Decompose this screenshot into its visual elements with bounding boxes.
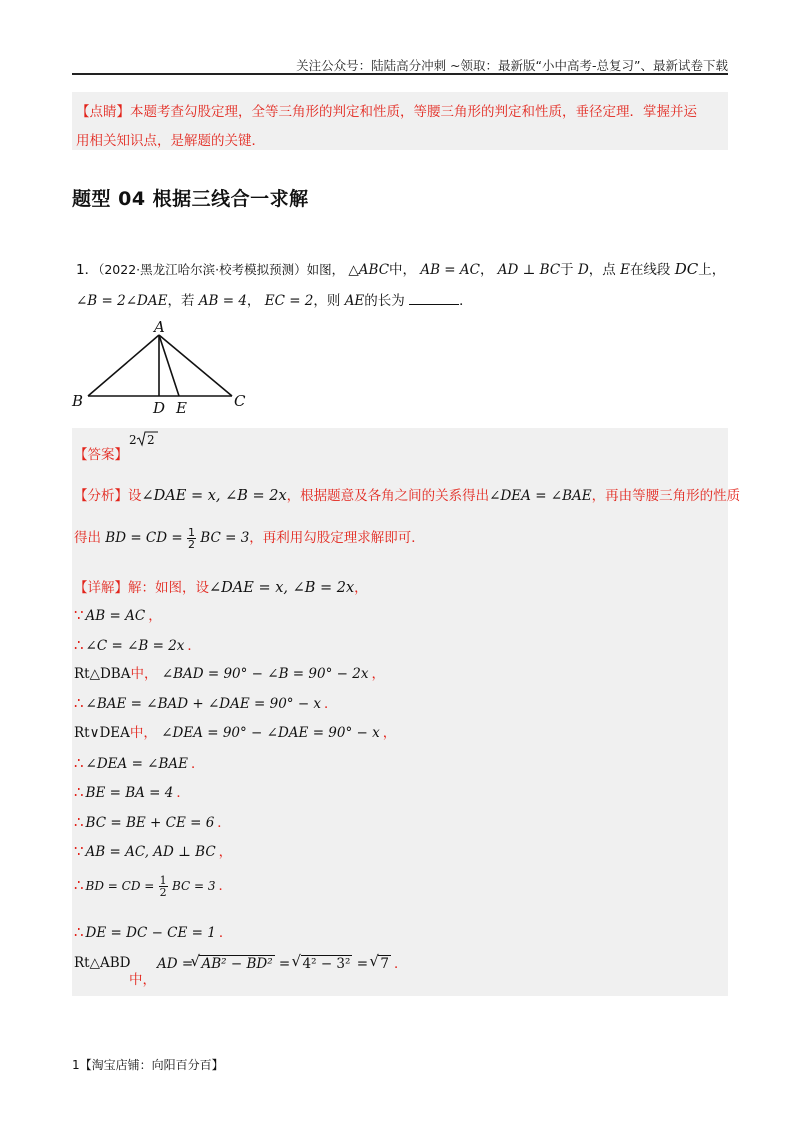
d-math: ∠BAE = ∠BAD + ∠DAE = 90° − x: [85, 696, 322, 712]
detail-tag: 【详解】: [74, 580, 128, 596]
q-ec-2: EC = 2: [264, 293, 314, 309]
d-math: DE = DC − CE = 1: [85, 925, 216, 941]
q-text: ，若: [167, 293, 195, 309]
a-text: 得出: [74, 530, 101, 546]
q-ab-ac: AB = AC: [420, 262, 480, 278]
a-text: ，根据题意及各角之间的关系得出: [286, 488, 490, 504]
d-math: Rt∨DEA: [74, 725, 130, 741]
label-d: D: [153, 399, 166, 417]
therefore-symbol: ∴: [74, 876, 84, 894]
d-math: AB = AC, AD ⊥ BC: [85, 844, 216, 860]
analysis-tag: 【分析】: [74, 488, 128, 504]
d-math: 7: [380, 956, 389, 972]
d-punct: ，: [148, 608, 162, 624]
q-ae: AE: [344, 293, 365, 309]
d-punct: ．: [187, 638, 201, 654]
q-d: D: [577, 262, 589, 278]
q-text: 上，: [698, 262, 726, 278]
d-math: AB² − BD²: [201, 956, 273, 972]
d-math: AB = AC: [85, 608, 146, 624]
question-source: （2022·黑龙江哈尔滨·校考模拟预测）如图，: [98, 262, 345, 277]
d-text: ，: [354, 580, 368, 596]
because-symbol: ∵: [74, 606, 84, 624]
d-punct: ．: [191, 756, 205, 772]
remark-line-2: 用相关知识点，是解题的关键．: [76, 133, 265, 149]
detail-line-intro: [74, 576, 368, 596]
remark-line-1: [76, 100, 697, 120]
answer-radicand: 2: [147, 433, 155, 447]
a-text: ，再利用勾股定理求解即可．: [249, 530, 425, 546]
detail-step-9: [74, 840, 232, 860]
d-punct: ．: [218, 925, 233, 941]
question-line-2: [76, 289, 473, 309]
detail-step-12-formula: [157, 952, 407, 972]
d-math: BD = CD =: [85, 879, 155, 893]
q-text: 中，: [389, 262, 417, 278]
answer-blank: [409, 292, 459, 305]
q-angle-b: ∠B = 2∠DAE: [76, 293, 168, 309]
d-math: Rt△ABD: [74, 955, 131, 971]
page-header: 关注公众号：陆陆高分冲刺 ~领取：最新版“小中高考-总复习”、最新试卷下载: [296, 58, 728, 73]
therefore-symbol: ∴: [74, 754, 84, 772]
analysis-line-1: [74, 484, 740, 504]
d-math: BC = 3: [171, 879, 216, 893]
therefore-symbol: ∴: [74, 783, 84, 801]
d-text: 中，: [129, 972, 156, 988]
frac-den: 2: [188, 537, 195, 551]
detail-step-7: [74, 781, 190, 801]
d-math: ∠DAE = x, ∠B = 2x: [209, 580, 355, 596]
d-text: 中，: [129, 725, 157, 741]
frac-num: 1: [159, 874, 167, 887]
detail-step-8: [74, 811, 231, 831]
d-punct: ．: [217, 815, 231, 831]
detail-step-11: [74, 921, 232, 941]
analysis-line-2: [74, 526, 425, 550]
q-text: ，: [246, 293, 261, 309]
d-math: 4² − 3²: [302, 956, 351, 972]
answer-value: [128, 428, 168, 450]
fraction-half: [187, 527, 196, 550]
a-math: BC = 3: [200, 530, 250, 546]
q-ab-4: AB = 4: [198, 293, 247, 309]
a-math: BD = CD =: [105, 530, 183, 546]
d-math: AD =: [157, 956, 194, 972]
q-text: ，则: [313, 293, 341, 309]
d-punct: ．: [218, 878, 232, 894]
q-text: 的长为: [364, 293, 405, 309]
frac-num: 1: [188, 525, 195, 539]
question-number: 1．: [76, 262, 99, 278]
detail-step-6: [74, 752, 205, 772]
detail-step-2: [74, 634, 201, 654]
label-a: A: [154, 318, 165, 336]
d-punct: ，: [382, 725, 397, 741]
answer-tag: 【答案】: [74, 447, 128, 463]
detail-step-12-zhong: [129, 968, 156, 988]
remark-tag: 【点睛】: [76, 104, 130, 120]
detail-step-3: [74, 662, 385, 682]
label-b: B: [72, 392, 84, 410]
q-text: ，: [480, 262, 494, 278]
because-symbol: ∵: [74, 842, 84, 860]
q-text: ，点: [588, 262, 616, 278]
detail-step-12: [74, 955, 130, 971]
page-footer: 1【淘宝店铺：向阳百分百】: [72, 1058, 224, 1072]
label-c: C: [234, 392, 246, 410]
question-line-1: [76, 258, 725, 278]
answer-coef: 2: [129, 433, 137, 447]
a-math: ∠DEA = ∠BAE: [489, 488, 592, 504]
section-title: 题型 04 根据三线合一求解: [72, 188, 309, 210]
therefore-symbol: ∴: [74, 813, 84, 831]
therefore-symbol: ∴: [74, 636, 84, 654]
d-text: 解：如图，设: [128, 580, 209, 596]
triangle-figure: [66, 318, 256, 418]
sqrt-4-3: √ 4² − 3²: [291, 952, 351, 972]
detail-step-4: [74, 692, 338, 712]
q-text: 在线段: [629, 262, 671, 278]
d-punct: ，: [218, 844, 233, 860]
detail-step-1: [74, 604, 162, 624]
q-e: E: [620, 262, 630, 278]
therefore-symbol: ∴: [74, 923, 84, 941]
sqrt-7: √ 7: [369, 952, 389, 972]
d-punct: ，: [371, 666, 385, 682]
d-text: 中，: [130, 666, 158, 682]
frac-den: 2: [159, 886, 167, 899]
detail-step-5: [74, 721, 396, 741]
d-punct: ．: [393, 956, 408, 972]
d-punct: ．: [324, 696, 338, 712]
q-triangle: △ABC: [348, 262, 390, 278]
d-math: Rt△DBA: [74, 666, 131, 682]
d-math: ∠DEA = ∠BAE: [85, 756, 189, 772]
d-math: BC = BE + CE = 6: [85, 815, 215, 831]
q-ad-perp: AD ⊥ BC: [497, 262, 561, 278]
segment-ab: [88, 335, 159, 396]
answer-line: [74, 443, 128, 463]
a-math: ∠DAE = x, ∠B = 2x: [141, 488, 287, 504]
d-math: ∠BAD = 90° − ∠B = 90° − 2x: [161, 666, 369, 682]
q-text: 于: [560, 262, 574, 278]
d-math: BE = BA = 4: [85, 785, 174, 801]
d-math: =: [278, 956, 291, 972]
d-math: =: [356, 956, 369, 972]
therefore-symbol: ∴: [74, 694, 84, 712]
q-text: ．: [459, 293, 473, 309]
fraction-half: [159, 875, 168, 898]
segment-ac: [159, 335, 232, 396]
solution-block: [72, 428, 728, 996]
d-math: ∠C = ∠B = 2x: [85, 638, 185, 654]
d-punct: ．: [176, 785, 190, 801]
remark-text-1: 本题考查勾股定理，全等三角形的判定和性质，等腰三角形的判定和性质，垂径定理．掌握并运: [130, 104, 697, 120]
a-text: ，再由等腰三角形的性质: [591, 488, 741, 504]
sqrt-ab-bd: √ AB² − BD²: [190, 952, 273, 972]
a-text: 设: [128, 488, 142, 504]
q-dc: DC: [674, 260, 699, 278]
label-e: E: [176, 399, 187, 417]
header-divider: [72, 73, 728, 75]
detail-step-10: [74, 874, 232, 898]
d-math: ∠DEA = 90° − ∠DAE = 90° − x: [161, 725, 380, 741]
